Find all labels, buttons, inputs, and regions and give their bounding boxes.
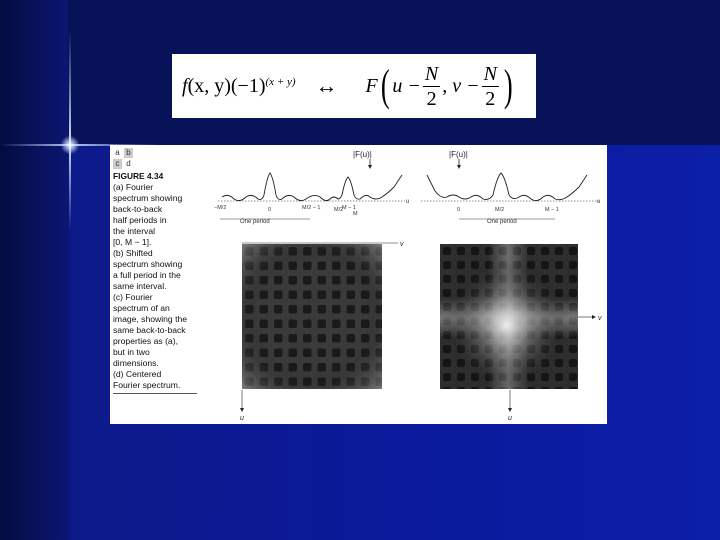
formula-fraction-2 xyxy=(482,62,499,111)
plot-b-yaxis-arrow xyxy=(457,165,461,169)
caption-line: a full period in the xyxy=(113,270,181,280)
image-d-axis-v: v xyxy=(598,315,602,322)
plot-a-spectrum xyxy=(210,147,410,227)
caption-rule xyxy=(113,393,197,394)
caption-line: same back-to-back xyxy=(113,325,186,335)
caption-line: (a) Fourier xyxy=(113,182,154,192)
plot-b-ylabel: |F(u)| xyxy=(449,150,468,159)
caption-line: spectrum of an xyxy=(113,303,170,313)
fraction-denominator: 2 xyxy=(485,87,496,110)
plot-b-tick: 0 xyxy=(457,207,461,213)
fraction-numerator: N xyxy=(424,62,439,85)
fourier-shift-formula xyxy=(172,54,536,118)
formula-left-paren: ( xyxy=(380,61,390,110)
plot-a-tick: M/2 xyxy=(334,207,344,213)
plot-a-period-label: One period xyxy=(240,219,270,225)
plot-a-curve xyxy=(222,173,402,201)
caption-line: spectrum showing xyxy=(113,259,183,269)
image-d-v-arrow xyxy=(592,315,596,319)
plot-a-yaxis-arrow xyxy=(368,165,372,169)
formula-right-paren: ) xyxy=(503,61,513,110)
image-d-axis-u: u xyxy=(508,415,512,422)
caption-line: properties as (a), xyxy=(113,336,178,346)
fraction-denominator: 2 xyxy=(426,87,437,110)
fraction-numerator: N xyxy=(483,62,497,85)
plot-b-spectrum xyxy=(415,147,605,227)
formula-lhs-f: f xyxy=(182,74,188,97)
star-flare-glow xyxy=(61,136,79,154)
caption-line: same interval. xyxy=(113,281,167,291)
caption-line: half periods in xyxy=(113,215,167,225)
formula-fraction-1 xyxy=(423,62,440,111)
panel-letter-a: a xyxy=(115,148,120,157)
image-c-axis-u: u xyxy=(240,415,244,422)
caption-line: image, showing the xyxy=(113,314,188,324)
image-d-u-arrow xyxy=(508,408,512,412)
star-flare-vertical xyxy=(69,30,71,230)
caption-line: (b) Shifted xyxy=(113,248,153,258)
formula-rhs-F: F xyxy=(365,74,378,97)
background-left-band xyxy=(0,0,68,540)
formula-rhs-u: u − xyxy=(392,74,421,97)
plot-a-tick: 0 xyxy=(268,207,272,213)
image-d-centered-spectrum xyxy=(436,240,606,422)
caption-title: FIGURE 4.34 xyxy=(113,171,164,181)
plot-b-period-label: One period xyxy=(487,219,517,225)
caption-line: Fourier spectrum. xyxy=(113,380,181,390)
plot-b-tick: M − 1 xyxy=(545,207,559,213)
image-c-axis-v: v xyxy=(400,241,404,248)
plot-a-tick: −M/2 xyxy=(214,205,227,211)
plot-a-tick: M/2 − 1 xyxy=(302,205,321,211)
plot-a-axis-label: u xyxy=(406,199,410,205)
caption-line: dimensions. xyxy=(113,358,159,368)
plot-a-ylabel: |F(u)| xyxy=(353,150,372,159)
figure-4-34 xyxy=(110,145,607,424)
image-c-edge-glow xyxy=(242,244,382,389)
formula-rhs-v: , v − xyxy=(442,74,480,97)
image-d-center-glow xyxy=(440,244,578,389)
formula-lhs-factor: (−1) xyxy=(230,74,266,97)
image-c-u-arrow xyxy=(240,408,244,412)
plot-b-tick: M/2 xyxy=(495,207,505,213)
caption-line: but in two xyxy=(113,347,150,357)
formula-arrow: ↔ xyxy=(315,73,338,98)
caption-line: (d) Centered xyxy=(113,369,162,379)
plot-b-curve xyxy=(427,173,587,201)
caption-line: (c) Fourier xyxy=(113,292,153,302)
plot-a-tick: M xyxy=(353,211,358,217)
panel-letter-c: c xyxy=(113,159,122,169)
caption-line: spectrum showing xyxy=(113,193,183,203)
figure-caption xyxy=(113,171,205,394)
formula-lhs-args: (x, y) xyxy=(187,74,231,97)
caption-line: back-to-back xyxy=(113,204,163,214)
caption-line: the interval xyxy=(113,226,156,236)
caption-line: [0, M − 1]. xyxy=(113,237,152,247)
plot-b-axis-label: u xyxy=(597,199,601,205)
formula-lhs-exponent: (x + y) xyxy=(265,76,296,88)
panel-letter-b: b xyxy=(124,148,133,158)
panel-letter-d: d xyxy=(126,159,131,168)
image-c-fourier-spectrum xyxy=(238,240,406,422)
plot-a-tick: M − 1 xyxy=(342,205,356,211)
